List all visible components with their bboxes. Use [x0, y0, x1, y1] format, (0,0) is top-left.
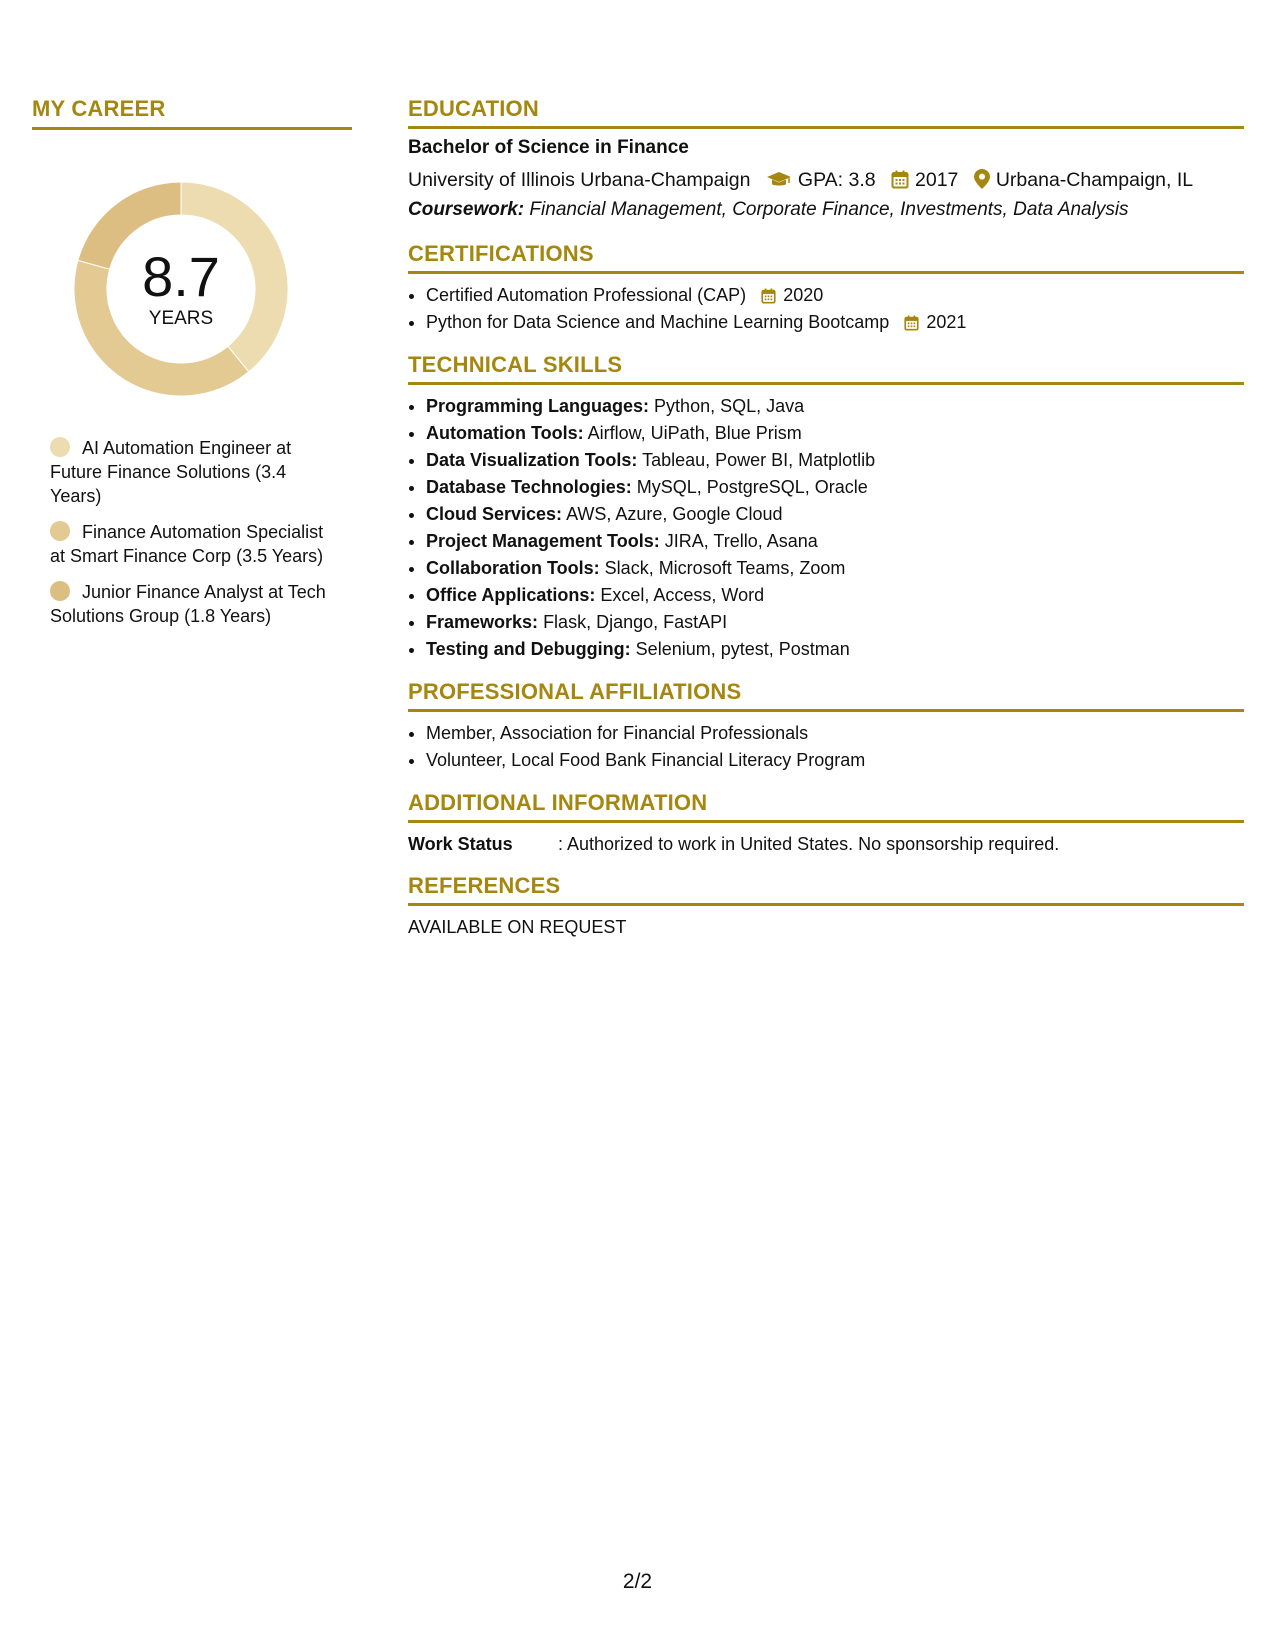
calendar-icon — [761, 288, 776, 304]
skill-value: MySQL, PostgreSQL, Oracle — [636, 477, 868, 497]
additional-info-section — [408, 790, 1244, 857]
list-item — [426, 282, 1244, 309]
location-text: Urbana-Champaign, IL — [995, 169, 1194, 191]
main-column — [408, 96, 1244, 956]
gpa-text: GPA: 3.8 — [797, 169, 876, 191]
career-donut-chart — [66, 174, 296, 404]
career-title: MY CAREER — [32, 96, 352, 130]
list-item — [426, 555, 1244, 582]
total-years-value: 8.7 — [142, 245, 220, 308]
skill-value: AWS, Azure, Google Cloud — [566, 504, 783, 524]
skill-label: Data Visualization Tools: — [426, 450, 638, 470]
education-details — [408, 165, 1244, 195]
skill-value: Tableau, Power BI, Matplotlib — [642, 450, 876, 470]
skill-label: Database Technologies: — [426, 477, 632, 497]
gpa — [766, 165, 876, 195]
work-status-row — [408, 831, 1244, 857]
skill-value: Slack, Microsoft Teams, Zoom — [604, 558, 846, 578]
certifications-section — [408, 241, 1244, 336]
references-title: REFERENCES — [408, 873, 1244, 906]
career-legend — [50, 436, 340, 628]
skill-value: JIRA, Trello, Asana — [664, 531, 818, 551]
degree-name: Bachelor of Science in Finance — [408, 137, 689, 158]
skill-value: Python, SQL, Java — [654, 396, 805, 416]
certification-year: 2021 — [926, 312, 967, 332]
list-item — [426, 636, 1244, 663]
skill-label: Collaboration Tools: — [426, 558, 600, 578]
coursework-label: Coursework: — [408, 199, 525, 220]
legend-label: Junior Finance Analyst at Tech Solutions Group (1.8 Years) — [50, 582, 326, 626]
work-status-value: : Authorized to work in United States. No sponsorship required. — [558, 834, 1060, 854]
page-number: 2/2 — [622, 1570, 653, 1593]
list-item — [426, 609, 1244, 636]
calendar-icon — [891, 170, 909, 189]
additional-info-title: ADDITIONAL INFORMATION — [408, 790, 1244, 823]
list-item — [426, 309, 1244, 336]
legend-dot — [50, 437, 70, 457]
graduation-year — [891, 165, 958, 195]
list-item — [426, 447, 1244, 474]
references-text: AVAILABLE ON REQUEST — [408, 917, 627, 937]
skill-label: Frameworks: — [426, 612, 539, 632]
list-item — [426, 393, 1244, 420]
legend-item — [50, 580, 340, 628]
education-title: EDUCATION — [408, 96, 1244, 129]
legend-dot — [50, 581, 70, 601]
work-status-label: Work Status — [408, 834, 513, 854]
skill-value: Excel, Access, Word — [600, 585, 765, 605]
coursework — [408, 195, 1244, 225]
affiliations-section — [408, 679, 1244, 774]
certifications-title: CERTIFICATIONS — [408, 241, 1244, 274]
skill-label: Cloud Services: — [426, 504, 563, 524]
coursework-text: Financial Management, Corporate Finance, Investments, Data Analysis — [529, 199, 1129, 220]
list-item: • Volunteer, Local Food Bank Financial Literacy Program — [426, 747, 1244, 774]
list-item: • Member, Association for Financial Professionals — [426, 720, 1244, 747]
list-item — [426, 420, 1244, 447]
skill-label: Project Management Tools: — [426, 531, 660, 551]
donut-center — [66, 174, 296, 404]
legend-item — [50, 520, 340, 568]
career-column — [32, 96, 352, 640]
affiliations-title: PROFESSIONAL AFFILIATIONS — [408, 679, 1244, 712]
certification-year: 2020 — [783, 285, 824, 305]
education-section — [408, 96, 1244, 225]
year-text: 2017 — [915, 169, 959, 191]
legend-dot — [50, 521, 70, 541]
skill-label: Office Applications: — [426, 585, 596, 605]
list-item — [426, 582, 1244, 609]
total-years-unit: YEARS — [148, 308, 214, 329]
skill-value: Selenium, pytest, Postman — [635, 639, 850, 659]
skill-label: Programming Languages: — [426, 396, 650, 416]
map-marker-icon — [974, 169, 990, 189]
skill-value: Flask, Django, FastAPI — [543, 612, 728, 632]
list-item — [426, 474, 1244, 501]
legend-label: Finance Automation Specialist at Smart Finance Corp (3.5 Years) — [50, 522, 324, 566]
skills-section — [408, 352, 1244, 663]
skill-label: Automation Tools: — [426, 423, 584, 443]
references-section — [408, 873, 1244, 940]
skills-list — [408, 393, 1244, 663]
skill-label: Testing and Debugging: — [426, 639, 631, 659]
list-item — [426, 501, 1244, 528]
legend-label: AI Automation Engineer at Future Finance Solutions (3.4 Years) — [50, 438, 292, 506]
calendar-icon — [904, 315, 919, 331]
skills-title: TECHNICAL SKILLS — [408, 352, 1244, 385]
school-location — [974, 165, 1193, 195]
certification-name: Certified Automation Professional (CAP) — [426, 285, 747, 305]
legend-item — [50, 436, 340, 508]
affiliations-list — [408, 720, 1244, 774]
skill-value: Airflow, UiPath, Blue Prism — [587, 423, 802, 443]
certification-name: Python for Data Science and Machine Learning Bootcamp — [426, 312, 890, 332]
graduation-cap-icon — [766, 171, 792, 189]
school-name: University of Illinois Urbana-Champaign — [408, 169, 751, 191]
certifications-list — [408, 282, 1244, 336]
list-item — [426, 528, 1244, 555]
